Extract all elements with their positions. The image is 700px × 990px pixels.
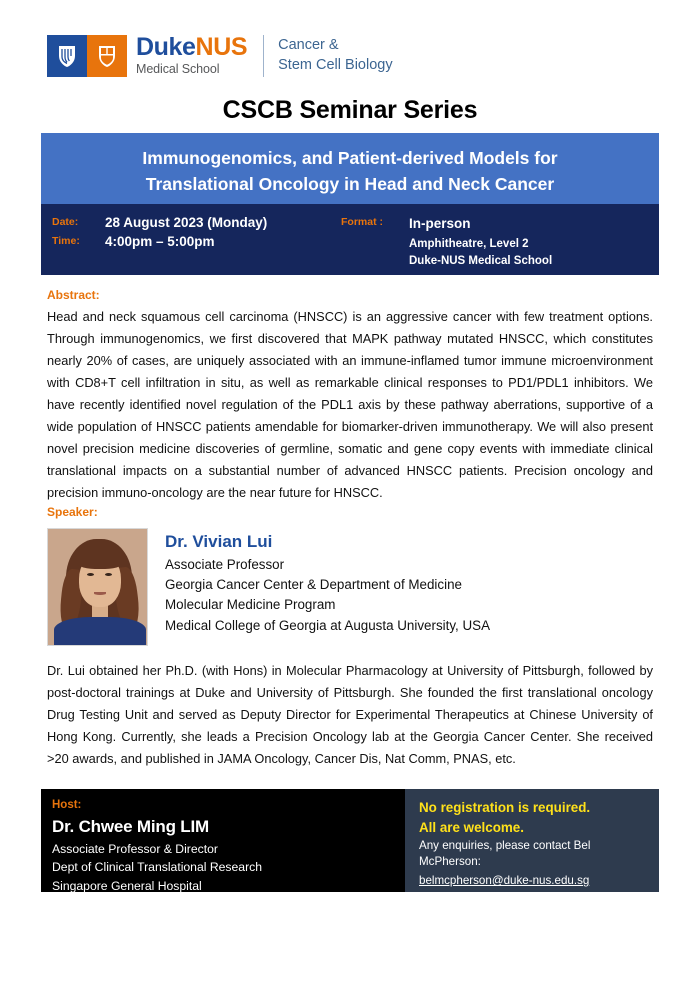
date-value: 28 August 2023 (Monday)	[105, 215, 268, 230]
talk-title-line-2: Translational Oncology in Head and Neck Cancer	[145, 174, 555, 195]
format-row	[341, 213, 659, 270]
speaker-affiliation-1: Georgia Cancer Center & Department of Medicine	[165, 577, 462, 593]
abstract-text: Head and neck squamous cell carcinoma (HNSCC) is an aggressive cancer with few treatment options. Through immunogenomics, we first discovered that MAPK pathway mutated HNSCC, which constitutes nearly 20% of cases, are uniquely associated with an immune-inflamed tumor immune microenvironment with CD8+T cell infiltration in situ, as well as remarkable clinical responses to PD1/PDL1 inhibitors. We have recently identified novel regulation of the PDL1 axis by these pathway aberrations, supportive of a wide population of HNSCC patients amendable for biomarker-driven immunotherapy. We will also present novel precision medicine discoveries of germline, somatic and gene copy events with immediate clinical translational impacts on a substantial number of advanced HNSCC patients. Precision oncology and precision immuno-oncology are the near future for HNSCC.	[47, 309, 653, 500]
programme-line-1: Cancer &	[278, 37, 339, 54]
format-group	[341, 213, 659, 270]
speaker-block	[47, 528, 653, 646]
nus-shield-icon	[47, 35, 87, 77]
host-name: Dr. Chwee Ming LIM	[52, 817, 209, 837]
duke-shield-icon	[87, 35, 127, 77]
logo-shields	[47, 35, 127, 77]
speaker-bio: Dr. Lui obtained her Ph.D. (with Hons) in Molecular Pharmacology at University of Pittsburgh, followed by post-doctoral trainings at Duke and University of Pittsburgh. She founded the first translational oncology Drug Testing Unit and served as Deputy Director for Experimental Therapeutics at Chinese University of Hong Kong. Currently, she leads a Precision Oncology lab at the Georgia Cancer Center. She received >20 awards, and published in JAMA Oncology, Cancer Dis, Nat Comm, PNAS, etc.	[47, 663, 653, 766]
event-details-band	[41, 204, 659, 275]
enquiries-line-2: McPherson:	[419, 855, 481, 869]
talk-title-band	[41, 133, 659, 212]
speaker-label: Speaker:	[47, 505, 98, 519]
time-value: 4:00pm – 5:00pm	[105, 234, 215, 250]
logo-nus-word: NUS	[195, 32, 248, 61]
logo-wordmark	[136, 32, 248, 78]
speaker-affiliation-2: Molecular Medicine Program	[165, 597, 336, 613]
time-label: Time:	[52, 235, 80, 248]
duke-nus-logo	[47, 30, 393, 82]
programme-line-2: Stem Cell Biology	[278, 57, 393, 73]
registration-headline-2: All are welcome.	[419, 819, 524, 835]
speaker-affiliation-3: Medical College of Georgia at Augusta University, USA	[165, 617, 491, 633]
format-block	[409, 213, 552, 270]
date-time-group	[41, 213, 341, 270]
talk-title-line-1: Immunogenomics, and Patient-derived Models for	[142, 148, 558, 168]
date-label: Date:	[52, 216, 79, 228]
registration-headline-1: No registration is required.	[419, 800, 591, 815]
venue-line-1: Amphitheatre, Level 2	[409, 237, 529, 250]
host-panel	[41, 789, 405, 892]
programme-name	[278, 36, 392, 75]
footer	[41, 789, 659, 892]
venue-line-2: Duke-NUS Medical School	[409, 254, 553, 267]
host-title: Associate Professor & Director	[52, 841, 218, 856]
host-organisation: Singapore General Hospital	[52, 878, 202, 893]
contact-email-link[interactable]: belmcpherson@duke-nus.edu.sg	[419, 874, 590, 888]
date-row	[52, 213, 341, 232]
speaker-portrait	[47, 528, 148, 646]
abstract-label: Abstract:	[47, 288, 100, 302]
format-label: Format :	[341, 216, 383, 228]
time-row	[52, 232, 341, 251]
series-title: CSCB Seminar Series	[222, 96, 478, 124]
host-department: Dept of Clinical Translational Research	[52, 860, 262, 875]
speaker-title: Associate Professor	[165, 556, 285, 572]
speaker-name: Dr. Vivian Lui	[165, 532, 273, 551]
speaker-info	[165, 528, 490, 646]
logo-duke-word: Duke	[136, 32, 196, 61]
host-label: Host:	[52, 799, 82, 811]
registration-panel	[405, 789, 659, 892]
enquiries-line-1: Any enquiries, please contact Bel	[419, 838, 591, 852]
logo-divider	[263, 35, 264, 77]
format-value: In-person	[409, 216, 471, 231]
logo-medical-school: Medical School	[136, 61, 220, 76]
